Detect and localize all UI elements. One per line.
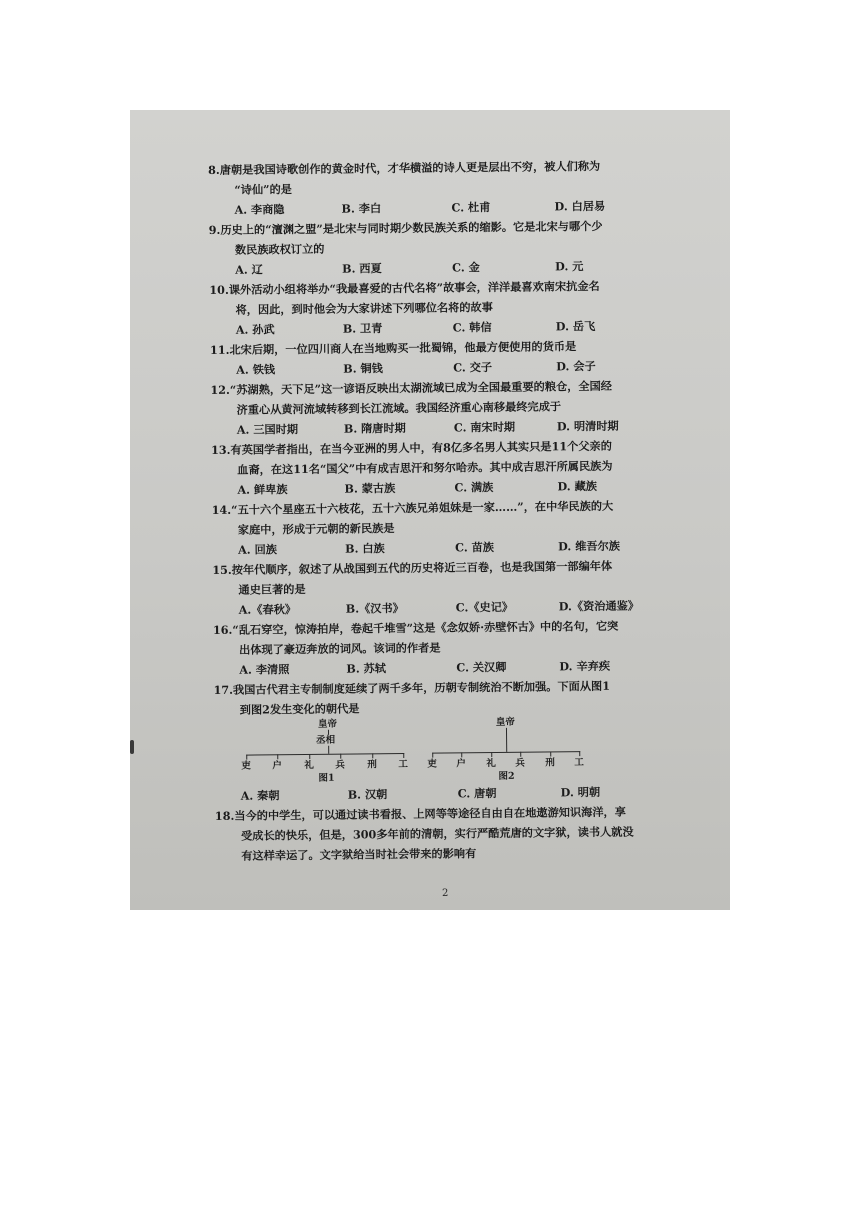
ministry-label: 刑 [367,759,377,771]
question-text: 唐朝是我国诗歌创作的黄金时代，才华横溢的诗人更是层出不穷，被人们称为 [219,158,601,177]
option-a: A. 铁钱 [236,362,276,377]
question-number: 18. [214,808,235,823]
question-text: 通史巨著的是 [238,582,306,597]
exam-questions [208,155,715,866]
question-text: 将，因此，到时他会为大家讲述下列哪位名将的故事 [235,300,493,317]
option-b: B. 苏轼 [346,661,387,676]
question-13 [211,435,712,500]
question-text: 受成长的快乐，但是，300多年前的清朝，实行严酷荒唐的文字狱，读书人就没 [241,824,634,843]
option-c: C. 韩信 [452,320,492,335]
option-b: B. 李白 [341,201,382,216]
option-b: B. 卫青 [342,321,383,336]
question-17 [213,675,714,806]
option-d: D. 岳飞 [555,318,596,334]
ministries-bar [432,751,580,754]
question-text: 到图2发生变化的朝代是 [239,701,360,717]
question-18 [215,801,716,866]
option-c: C. 金 [452,260,480,275]
option-d: D. 会子 [556,358,596,374]
question-number: 15. [212,562,232,577]
option-b: B. 白族 [345,541,385,556]
option-c: C. 唐朝 [457,786,497,801]
option-c: C. 杜甫 [451,200,491,215]
question-12 [210,375,711,440]
question-text: 历史上的“澶渊之盟”是北宋与同时期少数民族关系的缩影。它是北宋与哪个少 [220,218,603,237]
question-number: 11. [209,342,230,357]
ministry-label: 礼 [304,759,314,772]
ministry-label: 吏 [241,760,251,772]
question-text: 家庭中，形成于元朝的新民族是 [237,521,395,537]
option-a: A. 鲜卑族 [237,482,288,497]
page-edge-mark [130,740,134,754]
emperor-label: 皇帝 [495,716,515,729]
ministry-label: 工 [398,758,408,771]
option-c: C. 关汉卿 [456,659,507,675]
question-text: 我国古代君主专制制度延续了两千多年，历朝专制统治不断加强。下面从图1 [232,678,611,697]
option-c: C. 满族 [454,480,494,495]
question-10 [209,275,710,340]
option-d: D. 明朝 [560,784,601,800]
question-16 [213,615,714,680]
figure-1 [240,718,431,786]
government-structure-diagram [240,716,621,786]
option-d: D. 白居易 [554,198,606,214]
option-a: A.《春秋》 [238,602,297,617]
question-text: “乱石穿空，惊涛拍岸，卷起千堆雪”这是《念奴娇·赤壁怀古》中的名句，它突 [232,618,619,637]
question-9 [209,215,710,280]
option-b: B. 蒙古族 [344,481,396,496]
question-text: 有英国学者指出，在当今亚洲的男人中，有8亿多名男人其实只是11个父亲的 [230,438,612,457]
question-number: 9. [208,222,221,237]
ministries-bar [246,753,404,756]
question-number: 12. [210,382,230,397]
option-c: C. 南宋时期 [453,419,516,435]
ministry-label: 兵 [515,757,525,769]
option-d: D. 元 [555,259,584,274]
option-a: A. 秦朝 [240,788,280,803]
option-c: C. 苗族 [454,540,495,555]
option-c: C. 交子 [453,360,493,375]
photographed-exam-page [130,110,730,910]
question-text: 当今的中学生，可以通过读书看报、上网等等途径自由自在地遨游知识海洋，享 [234,804,626,823]
question-text: 济重心从黄河流域转移到长江流域。我国经济重心南移最终完成于 [236,399,562,417]
figure-caption: 图1 [318,772,335,784]
ministry-label: 户 [456,758,466,770]
option-d: D. 明清时期 [556,418,619,434]
option-b: B. 西夏 [342,261,382,276]
option-b: B.《汉书》 [345,600,404,616]
option-a: A. 孙武 [235,322,275,337]
question-text: 按年代顺序，叙述了从战国到五代的历史将近三百卷，也是我国第一部编年体 [231,558,613,577]
option-a: A. 三国时期 [236,422,299,437]
emperor-label: 皇帝 [317,718,337,730]
option-d: D. 维吾尔族 [557,538,620,554]
question-15 [212,555,713,620]
question-text: 出体现了豪迈奔放的词风。该词的作者是 [239,640,441,657]
option-c: C.《史记》 [455,599,514,615]
ministry-label: 户 [272,760,282,772]
connector-line [328,746,329,754]
option-b: B. 铜钱 [343,361,383,376]
question-text: 数民族政权订立的 [234,241,325,257]
question-text: “苏湖熟，天下足”这一谚语反映出太湖流域已成为全国最重要的粮仓，全国经 [229,378,612,397]
option-a: A. 李商隐 [234,202,285,217]
question-number: 17. [213,682,234,697]
question-number: 14. [211,502,232,517]
question-text: 血裔，在这11名“国父”中有成吉思汗和努尔哈赤。其中成吉思汗所属民族为 [237,458,613,477]
option-b: B. 汉朝 [347,787,388,802]
figure-caption: 图2 [498,770,515,782]
chancellor-label: 丞相 [316,734,336,746]
page-number: 2 [442,888,449,899]
question-text: 北宋后期，一位四川商人在当地购买一批蜀锦，他最方便使用的货币是 [229,339,577,357]
ministry-label: 工 [574,757,584,769]
question-14 [212,495,713,560]
question-8 [208,155,709,220]
question-text: 课外活动小组将举办“我最喜爱的古代名将”故事会，洋洋最喜欢南宋抗金名 [228,278,600,297]
option-b: B. 隋唐时期 [343,420,406,436]
question-number: 13. [210,442,231,457]
question-text: 有这样幸运了。文字狱给当时社会带来的影响有 [241,846,477,863]
question-number: 10. [209,282,229,297]
question-text: “五十六个星座五十六枝花，五十六族兄弟姐妹是一家……”，在中华民族的大 [231,498,614,517]
question-text: “诗仙”的是 [234,182,293,197]
question-number: 16. [212,622,233,637]
figure-2 [426,716,617,784]
ministry-label: 礼 [486,758,496,770]
option-a: A. 辽 [235,262,263,277]
option-d: D. 藏族 [557,478,597,494]
question-11 [210,335,710,380]
option-d: D. 辛弃疾 [559,658,611,674]
ministry-label: 兵 [335,759,345,771]
option-a: A. 回族 [238,542,278,557]
question-number: 8. [208,162,220,177]
connector-line [506,728,507,752]
ministry-label: 吏 [427,758,437,770]
option-a: A. 李清照 [239,662,290,677]
option-d: D.《资治通鉴》 [558,598,640,614]
ministry-label: 刑 [545,757,555,769]
